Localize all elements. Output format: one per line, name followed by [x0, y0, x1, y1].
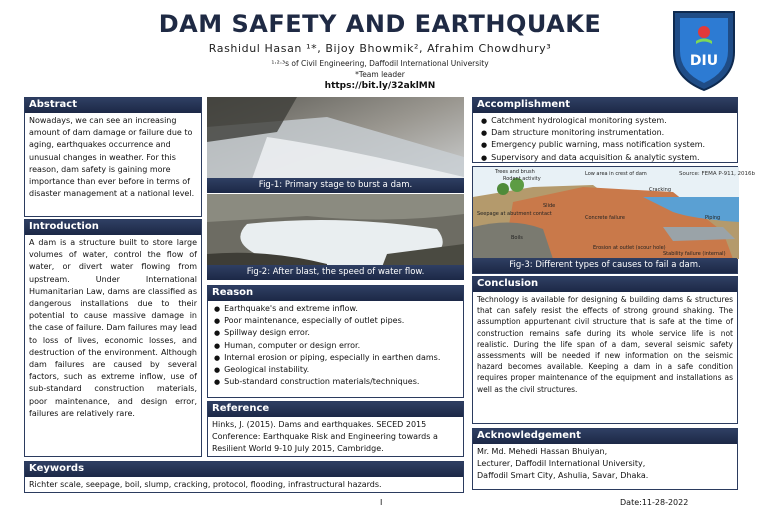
- logo-text: DIU: [689, 53, 719, 69]
- reason-item: ● Internal erosion or piping, especially in earthen dams.: [214, 352, 459, 364]
- diagram-label: Slide: [543, 203, 556, 209]
- introduction-text: A dam is a structure built to store large volumes of water, control the flow of water, or divert water flowing from upstream. Under International Humanitarian Law, dams are classified as dangerous installations due to their potential to cause massive damage in the case of failure. Dam failures may lead to loss of lives, economic losses, and destruction of the environment. Although dam failures are caused by several factors, such as extreme inflow, use of sub-standard construction materials, poor maintenance, and design error, failures are relatively rare.: [29, 238, 197, 418]
- reason-section: [207, 285, 464, 398]
- poster-date: Date:11-28-2022: [620, 498, 689, 507]
- diagram-label: Rodent activity: [503, 176, 541, 182]
- accomplishment-section: [472, 97, 738, 163]
- team-leader-note: *Team leader: [355, 70, 405, 79]
- department-line: ¹·²·³s of Civil Engineering, Daffodil International University: [271, 59, 489, 68]
- figure-2-caption: Fig-2: After blast, the speed of water flow.: [207, 265, 464, 280]
- diagram-label: Concrete failure: [585, 215, 625, 221]
- reason-item: ● Geological instability.: [214, 364, 459, 376]
- accomplishment-list: [473, 113, 737, 166]
- introduction-section: [24, 219, 202, 457]
- acknowledgement-text: [473, 444, 737, 485]
- acknowledgement-section: [472, 428, 738, 490]
- figure-3: [472, 166, 756, 274]
- diagram-label: Cracking: [649, 187, 671, 193]
- diagram-label: Low area in crest of dam: [585, 171, 647, 177]
- keywords-text: Richter scale, seepage, boil, slump, cracking, protocol, flooding, infrastructural hazards.: [29, 480, 382, 489]
- reason-item: ● Poor maintenance, especially of outlet pipes.: [214, 315, 459, 327]
- reason-heading: Reason: [208, 286, 463, 301]
- reference-text: Hinks, J. (2015). Dams and earthquakes. SECED 2015 Conference: Earthquake Risk and Engineering towards a Resilient World 9-10 July 2015, Cambridge.: [212, 420, 438, 454]
- page-number: I: [380, 498, 383, 507]
- abstract-heading: Abstract: [25, 98, 201, 113]
- accomplishment-item: ● Dam structure monitoring instrumentation.: [481, 127, 733, 139]
- accomplishment-heading: Accomplishment: [473, 98, 737, 113]
- conclusion-text: Technology is available for designing & building dams & structures that can safely resist the effects of strong ground shaking. The assumption appurtenant civil structure that is safe at the time of construction remains safe during its whole service life is not realistic. During the life span of a dam, several seismic safety assessments will be needed if new information on the seismic hazard becomes available. Keeping a dam in a safe condition requires proper maintenance of the equipment and installations as well as the civil structures.: [477, 295, 733, 394]
- introduction-heading: Introduction: [25, 220, 201, 235]
- poster-header: [0, 0, 768, 95]
- author-list: Rashidul Hasan ¹*, Bijoy Bhowmik², Afrahim Chowdhury³: [208, 42, 552, 55]
- figure-3-caption: Fig-3: Different types of causes to fail a dam.: [473, 258, 737, 273]
- reason-item: ● Human, computer or design error.: [214, 340, 459, 352]
- reference-heading: Reference: [208, 402, 463, 417]
- conclusion-heading: Conclusion: [473, 277, 737, 292]
- figure-1: [207, 97, 464, 193]
- poster-link[interactable]: https://bit.ly/32aklMN: [324, 81, 436, 91]
- acknowledgement-line: Mr. Md. Mehedi Hassan Bhuiyan,: [477, 447, 608, 456]
- acknowledgement-line: Daffodil Smart City, Ashulia, Savar, Dhaka.: [477, 471, 649, 481]
- diagram-label: Erosion at outlet (scour hole): [593, 245, 666, 251]
- diagram-label: Boils: [511, 235, 523, 241]
- diagram-label: Trees and brush: [495, 169, 535, 175]
- university-logo: [668, 8, 740, 92]
- reason-item: ● Spillway design error.: [214, 327, 459, 339]
- acknowledgement-heading: Acknowledgement: [473, 429, 737, 444]
- acknowledgement-line: Lecturer, Daffodil International University,: [477, 459, 646, 469]
- figure-2: [207, 194, 464, 280]
- accomplishment-item: ● Catchment hydrological monitoring system.: [481, 115, 733, 127]
- abstract-section: [24, 97, 202, 217]
- reason-list: [208, 301, 463, 390]
- dam-failure-diagram: [473, 167, 756, 259]
- diagram-label: Seepage at abutment contact: [477, 211, 552, 217]
- figure-1-caption: Fig-1: Primary stage to burst a dam.: [207, 178, 464, 193]
- diagram-label: Piping: [705, 215, 721, 221]
- abstract-text: Nowadays, we can see an increasing amount of dam damage or failure due to aging, earthquakes occurrence and unusual changes in weather. For this reason, dam safety is gaining more importance than ever before in terms of disaster management at a national level.: [29, 116, 195, 199]
- reason-item: ● Earthquake's and extreme inflow.: [214, 303, 459, 315]
- conclusion-section: [472, 276, 738, 424]
- accomplishment-item: ● Supervisory and data acquisition & analytic system.: [481, 152, 733, 164]
- figure-3-source: Source: FEMA P-911, 2016b: [679, 171, 756, 177]
- poster-title: DAM SAFETY AND EARTHQUAKE: [158, 10, 602, 38]
- reason-item: ● Sub-standard construction materials/techniques.: [214, 376, 459, 388]
- accomplishment-item: ● Emergency public warning, mass notification system.: [481, 139, 733, 151]
- diagram-label: Stability failure (internal): [663, 251, 726, 257]
- reference-section: [207, 401, 464, 457]
- keywords-heading: Keywords: [25, 462, 463, 477]
- keywords-section: [24, 461, 464, 493]
